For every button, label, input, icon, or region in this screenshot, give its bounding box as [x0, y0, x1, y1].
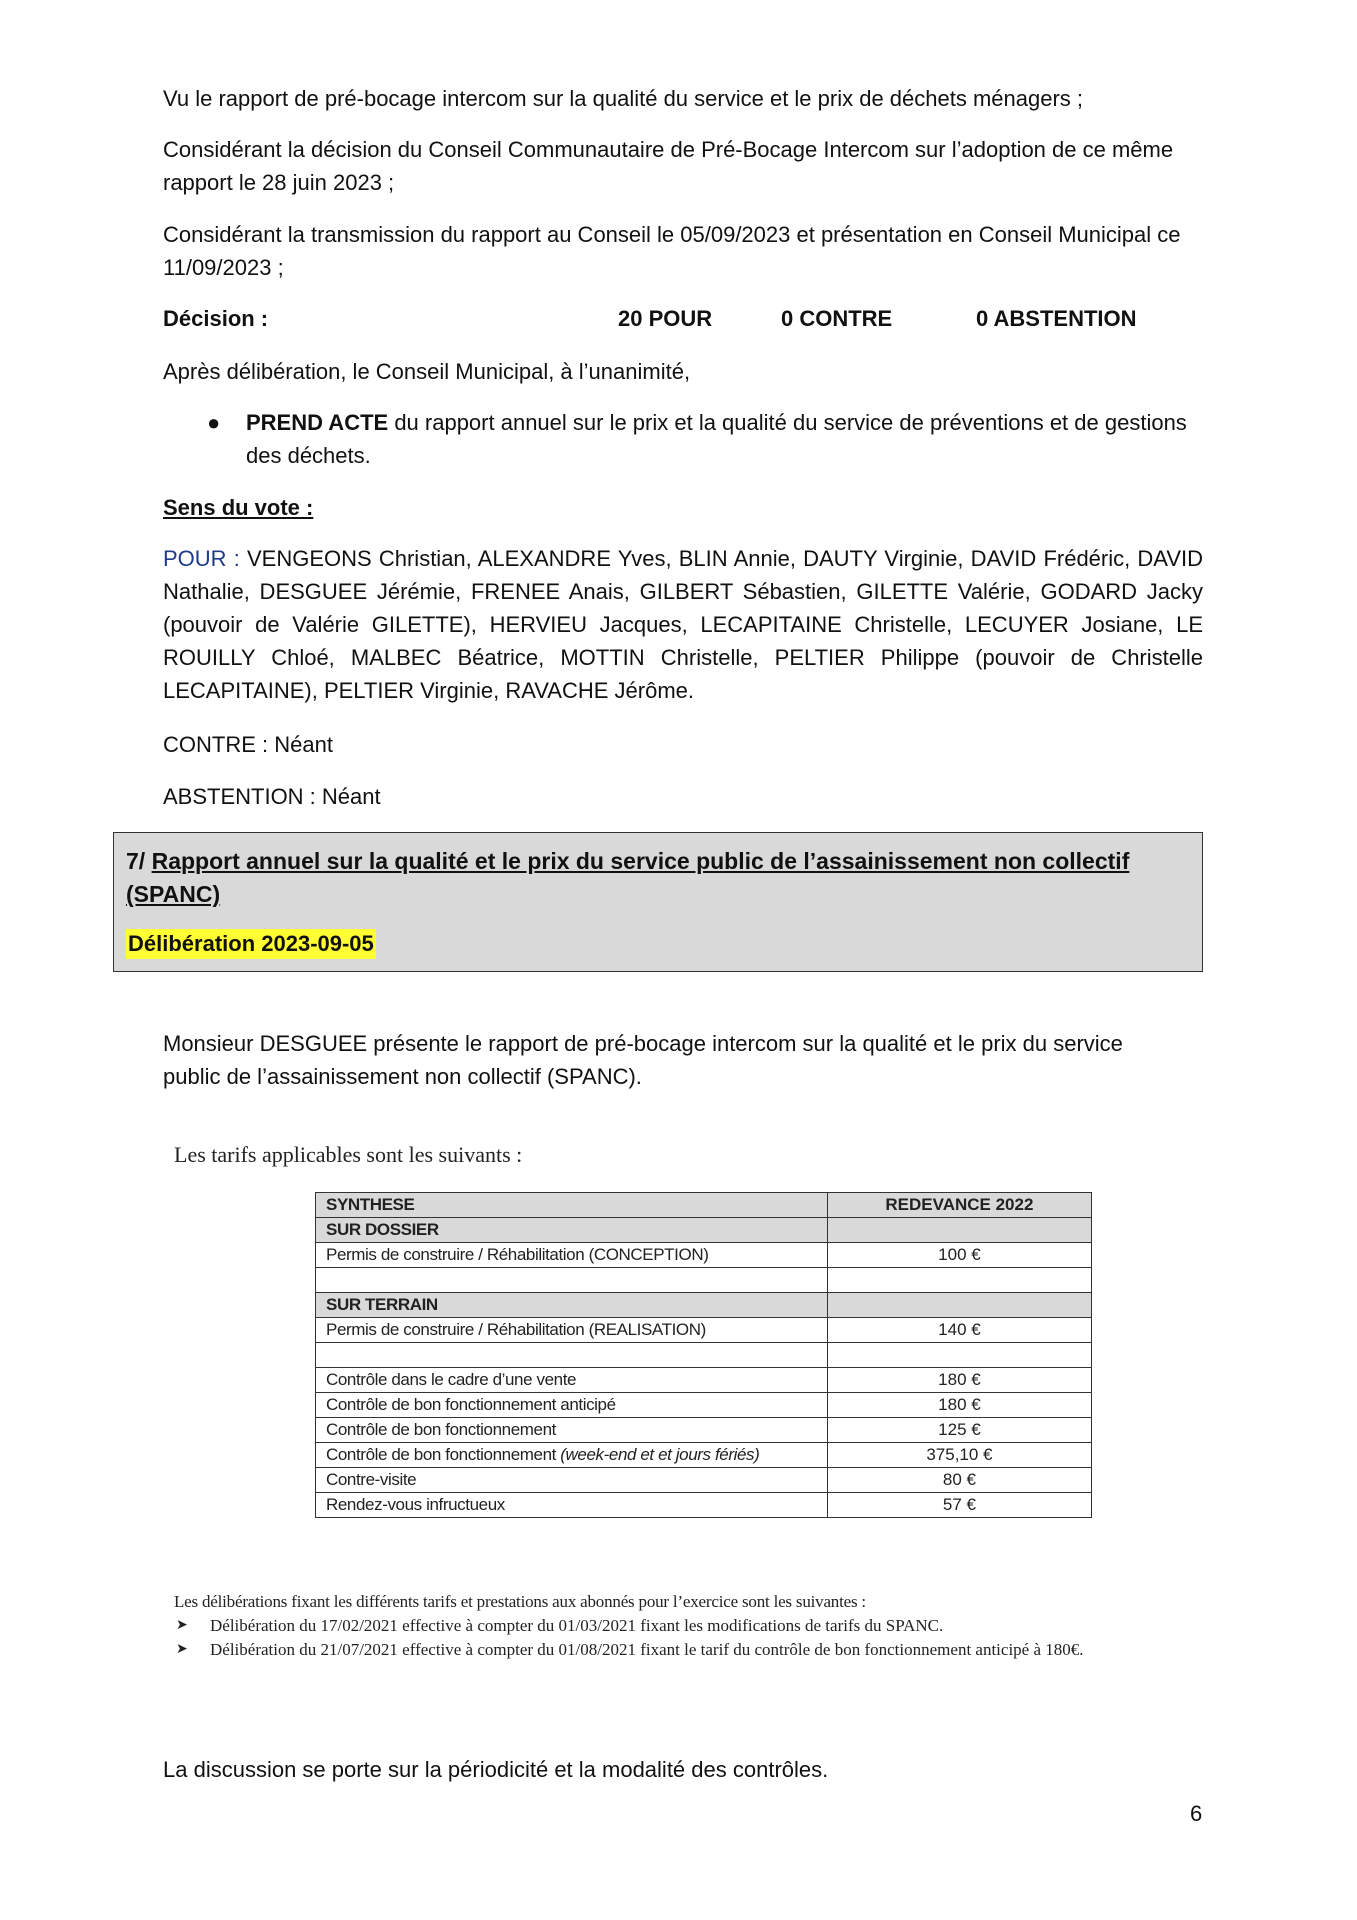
table-header-row — [316, 1193, 1092, 1218]
tarifs-intro: Les tarifs applicables sont les suivants : — [174, 1142, 523, 1167]
deliberation-item-text: Délibération du 21/07/2021 effective à compter du 01/08/2021 fixant le tarif du contrôle de bon fonctionnement anticipé à 180€. — [210, 1640, 1084, 1659]
table-cell-label: Contrôle de bon fonctionnement — [316, 1418, 828, 1443]
table-cell-value: 57 € — [827, 1493, 1091, 1518]
deliberation-item — [174, 1614, 1174, 1638]
table-cell-label: Permis de construire / Réhabilitation (CONCEPTION) — [316, 1243, 828, 1268]
deliberation-item — [174, 1638, 1174, 1662]
table-cell-value: 100 € — [827, 1243, 1091, 1268]
decision-contre: 0 CONTRE — [781, 306, 893, 331]
paragraph-considerant-decision: Considérant la décision du Conseil Communautaire de Pré-Bocage Intercom sur l’adoption de ce même rapport le 28 juin 2023 ; — [163, 137, 1174, 195]
vote-pour-names: VENGEONS Christian, ALEXANDRE Yves, BLIN Annie, DAUTY Virginie, DAVID Frédéric, DAVID Nathalie, DESGUEE Jérémie, FRENEE Anais, GILBERT Sébastien, GILETTE Valérie, GODARD Jacky (pouvoir de Valérie GILETTE), HERVIEU Jacques, LECAPITAINE Christelle, LECUYER Josiane, LE ROUILLY Chloé, MALBEC Béatrice, MOTTIN Christelle, PELTIER Philippe (pouvoir de Christelle LECAPITAINE), PELTIER Virginie, RAVACHE Jérôme. — [163, 546, 1203, 703]
vote-contre: CONTRE : Néant — [163, 732, 333, 757]
table-row — [316, 1368, 1092, 1393]
table-cell-label: Rendez-vous infructueux — [316, 1493, 828, 1518]
table-cell-label — [316, 1443, 828, 1468]
vote-abstention: ABSTENTION : Néant — [163, 784, 381, 809]
vote-title: Sens du vote : — [163, 495, 314, 520]
bullet-icon: ● — [207, 410, 221, 435]
decision-abstention: 0 ABSTENTION — [976, 306, 1137, 331]
paragraph-apres-deliberation: Après délibération, le Conseil Municipal, à l’unanimité, — [163, 359, 691, 384]
table-group-row — [316, 1218, 1092, 1243]
table-row — [316, 1493, 1092, 1518]
table-cell-label-main: Contrôle de bon fonctionnement — [326, 1445, 556, 1464]
table-group-sur-terrain: SUR TERRAIN — [316, 1293, 828, 1318]
table-cell-label: Permis de construire / Réhabilitation (REALISATION) — [316, 1318, 828, 1343]
deliberations-block — [174, 1590, 1174, 1662]
table-cell-value: 180 € — [827, 1368, 1091, 1393]
table-header-redevance: REDEVANCE 2022 — [827, 1193, 1091, 1218]
table-cell-label: Contre-visite — [316, 1468, 828, 1493]
table-cell-value: 80 € — [827, 1468, 1091, 1493]
table-row-empty — [316, 1268, 1092, 1293]
arrowhead-icon: ➤ — [176, 1642, 188, 1657]
page-number: 6 — [1190, 1801, 1203, 1826]
table-group-sur-dossier: SUR DOSSIER — [316, 1218, 828, 1243]
paragraph-considerant-transmission: Considérant la transmission du rapport au Conseil le 05/09/2023 et présentation en Conseil Municipal ce 11/09/2023 ; — [163, 222, 1181, 280]
table-row — [316, 1243, 1092, 1268]
table-cell-value: 375,10 € — [827, 1443, 1091, 1468]
table-row — [316, 1443, 1092, 1468]
section-header-box — [113, 832, 1203, 972]
deliberations-intro: Les délibérations fixant les différents tarifs et prestations aux abonnés pour l’exercice sont les suivantes : — [174, 1592, 866, 1611]
table-row-empty — [316, 1343, 1092, 1368]
decision-label: Décision : — [163, 306, 269, 331]
table-group-row — [316, 1293, 1092, 1318]
table-row — [316, 1318, 1092, 1343]
section-deliberation-number: Délibération 2023-09-05 — [126, 929, 376, 959]
decision-pour: 20 POUR — [618, 306, 713, 331]
table-cell-value: 140 € — [827, 1318, 1091, 1343]
arrowhead-icon: ➤ — [176, 1618, 188, 1633]
section-title — [126, 845, 1192, 911]
table-cell-label: Contrôle dans le cadre d’une vente — [316, 1368, 828, 1393]
bullet-bold: PREND ACTE — [246, 410, 389, 435]
bullet-text — [246, 406, 1203, 472]
table-cell-label: Contrôle de bon fonctionnement anticipé — [316, 1393, 828, 1418]
vote-pour-label: POUR : — [163, 546, 240, 571]
table-row — [316, 1468, 1092, 1493]
table-cell-value: 180 € — [827, 1393, 1091, 1418]
vote-pour — [163, 542, 1203, 707]
deliberation-item-text: Délibération du 17/02/2021 effective à compter du 01/03/2021 fixant les modifications de tarifs du SPANC. — [210, 1616, 944, 1635]
decision-row — [0, 302, 1357, 335]
section-number: 7/ — [126, 848, 152, 874]
bullet-rest: du rapport annuel sur le prix et la qualité du service de préventions et de gestions des déchets. — [246, 410, 1187, 468]
tarifs-table — [315, 1192, 1092, 1518]
table-cell-value: 125 € — [827, 1418, 1091, 1443]
paragraph-rapport: Vu le rapport de pré-bocage intercom sur la qualité du service et le prix de déchets ménagers ; — [163, 86, 1084, 111]
section-title-text: Rapport annuel sur la qualité et le prix du service public de l’assainissement non collectif (SPANC) — [126, 848, 1130, 907]
table-header-synthese: SYNTHESE — [316, 1193, 828, 1218]
table-cell-weekend-note: (week-end et et jours fériés) — [555, 1445, 760, 1464]
table-row — [316, 1418, 1092, 1443]
table-row — [316, 1393, 1092, 1418]
paragraph-presentation: Monsieur DESGUEE présente le rapport de pré-bocage intercom sur la qualité et le prix du service public de l’assainissement non collectif (SPANC). — [163, 1031, 1123, 1089]
paragraph-discussion: La discussion se porte sur la périodicité et la modalité des contrôles. — [163, 1757, 829, 1782]
